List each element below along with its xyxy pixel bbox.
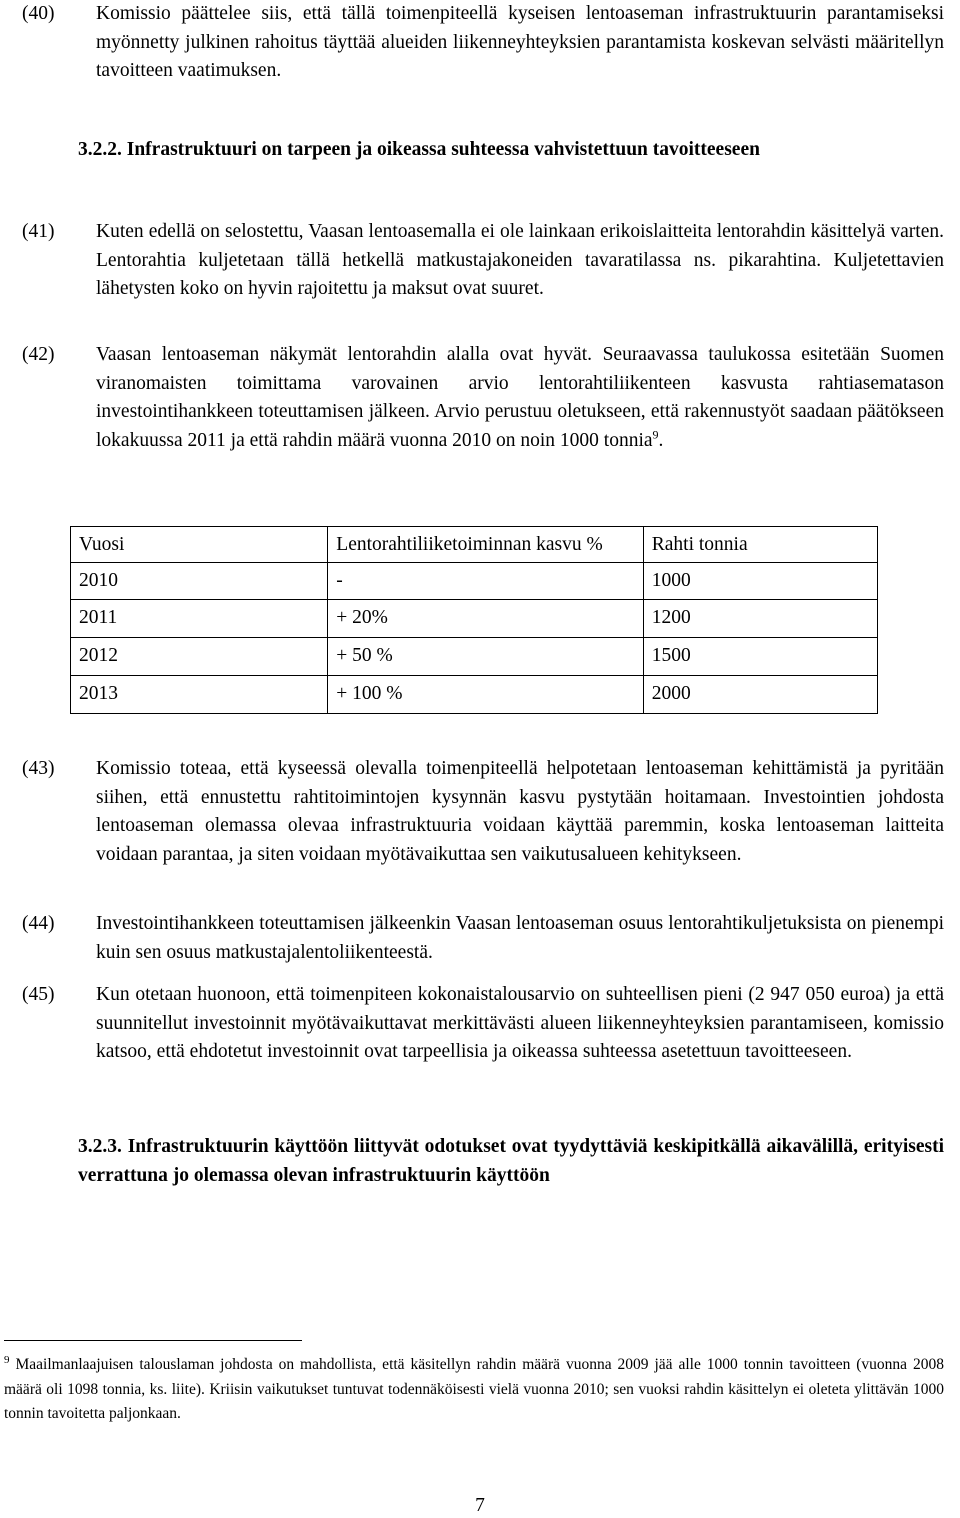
paragraph-text (96, 341, 944, 456)
table-row (71, 600, 878, 638)
paragraph-42 (22, 341, 944, 456)
cell-tonnes: 1200 (643, 600, 877, 638)
paragraph-text: Kun otetaan huonoon, että toimenpiteen kokonaistalousarvio on suhteellisen pieni (2 947 050 euroa) ja että suunnitellut investoinnit myötävaikuttavat merkittävästi alueen liikenneyhteyksien parantamiseen, komissio katsoo, että ehdotetut investoinnit ovat tarpeellisia ja oikeassa suhteessa asetettuun tavoitteeseen. (96, 984, 944, 1063)
paragraph-41 (22, 218, 944, 304)
paragraph-44 (22, 910, 944, 967)
cell-year: 2013 (71, 675, 328, 713)
paragraph-text: Investointihankkeen toteuttamisen jälkeenkin Vaasan lentoaseman osuus lentorahtikuljetuksista on pienempi kuin sen osuus matkustajalentoliikenteestä. (96, 913, 944, 963)
cell-growth: + 100 % (328, 675, 643, 713)
footnote-divider (4, 1340, 302, 1341)
cargo-forecast-table (70, 526, 878, 714)
footnote (4, 1353, 944, 1427)
table-row (71, 675, 878, 713)
table-row (71, 638, 878, 676)
footnote-text: Maailmanlaajuisen talouslaman johdosta on mahdollista, että käsitellyn rahdin määrä vuonna 2009 jää alle 1000 tonnin tavoitteen (vuonna 2008 määrä oli 1098 tonnia, ks. liite). Kriisin vaikutukset tuntuvat todennäköisesti vielä vuonna 2010; sen vuoksi rahdin käsittelyn ei oleteta ylittävän 1000 tonnin tavoitetta paljonkaan. (4, 1356, 944, 1423)
cell-tonnes: 1000 (643, 562, 877, 600)
paragraph-end: . (658, 430, 664, 452)
column-header-growth: Lentorahtiliiketoiminnan kasvu % (328, 527, 643, 563)
table-row (71, 562, 878, 600)
paragraph-number: (43) (22, 758, 55, 779)
paragraph-text: Komissio päättelee siis, että tällä toimenpiteellä kyseisen lentoaseman infrastruktuurin parantamiseksi myönnetty julkinen rahoitus täyttää alueiden liikenneyhteyksien parantamista koskevan selvästi määritellyn tavoitteen vaatimuksen. (96, 3, 944, 82)
paragraph-40 (22, 0, 944, 86)
paragraph-43 (22, 755, 944, 870)
paragraph-number: (40) (22, 3, 55, 24)
paragraph-number: (44) (22, 913, 55, 934)
cell-growth: + 50 % (328, 638, 643, 676)
cell-tonnes: 1500 (643, 638, 877, 676)
cell-growth: - (328, 562, 643, 600)
footnote-reference: 9 (652, 427, 659, 442)
cell-tonnes: 2000 (643, 675, 877, 713)
section-heading-3-2-2: 3.2.2. Infrastruktuuri on tarpeen ja oikeassa suhteessa vahvistettuun tavoitteeseen (78, 139, 760, 160)
paragraph-45 (22, 981, 944, 1067)
column-header-tonnes: Rahti tonnia (643, 527, 877, 563)
cell-growth: + 20% (328, 600, 643, 638)
table-header-row (71, 527, 878, 563)
section-heading-3-2-3: 3.2.3. Infrastruktuurin käyttöön liittyvät odotukset ovat tyydyttäviä keskipitkällä aikavälillä, erityisesti verrattuna jo olemassa olevan infrastruktuurin käyttöön (78, 1136, 944, 1186)
page-number: 7 (475, 1495, 485, 1516)
paragraph-number: (42) (22, 344, 55, 365)
paragraph-number: (45) (22, 984, 55, 1005)
paragraph-body: Vaasan lentoaseman näkymät lentorahdin alalla ovat hyvät. Seuraavassa taulukossa esitetään Suomen viranomaisten toimittama varovainen arvio lentorahtiliikenteen kasvusta rahtiasematason investointihankkeen toteuttamisen jälkeen. Arvio perustuu oletukseen, että rakennustyöt saadaan päätökseen lokakuussa 2011 ja että rahdin määrä vuonna 2010 on noin 1000 tonnia (96, 344, 944, 452)
cell-year: 2011 (71, 600, 328, 638)
cell-year: 2010 (71, 562, 328, 600)
footnote-marker: 9 (4, 1353, 10, 1366)
paragraph-text: Komissio toteaa, että kyseessä olevalla toimenpiteellä helpotetaan lentoaseman kehittämistä ja pyritään siihen, että ennustettu rahtitoimintojen kysynnän kasvu pystytään hoitamaan. Investointien johdosta lentoaseman olemassa olevaa infrastruktuuria voidaan käyttää paremmin, koska lentoaseman laitteita voidaan parantaa, ja siten voidaan myötävaikuttaa sen vaikutusalueen kehitykseen. (96, 758, 944, 866)
paragraph-text: Kuten edellä on selostettu, Vaasan lentoasemalla ei ole lainkaan erikoislaitteita lentorahdin käsittelyä varten. Lentorahtia kuljetetaan tällä hetkellä matkustajakoneiden tavaratilassa ns. pikarahtina. Kuljetettavien lähetysten koko on hyvin rajoitettu ja maksut ovat suuret. (96, 221, 944, 300)
column-header-year: Vuosi (71, 527, 328, 563)
cell-year: 2012 (71, 638, 328, 676)
paragraph-number: (41) (22, 221, 55, 242)
